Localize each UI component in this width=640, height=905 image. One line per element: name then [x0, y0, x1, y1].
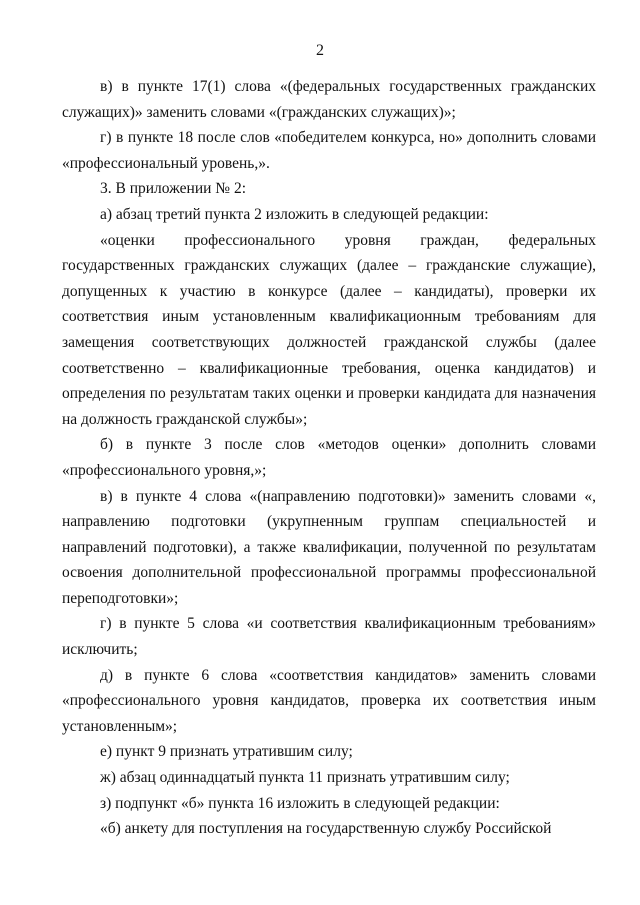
quoted-new-wording: «оценки профессионального уровня граждан, федеральных государственных гражданских служащих (далее – гражданские служащие), допущенных к участию в конкурсе (далее – кандидаты), проверки их соответствия иным установленным квалификационным требованиям для замещения соответствующих должностей гражданской службы (далее соответственно – квалификационные требования, оценка кандидатов) и определения по результатам таких оценки и проверки кандидата для назначения на должность гражданской службы»; [62, 231, 596, 428]
document-body [62, 74, 596, 842]
paragraph-item-zh: ж) абзац одиннадцатый пункта 11 признать утратившим силу; [100, 769, 510, 787]
page-number: 2 [316, 42, 324, 59]
paragraph-item-a: а) абзац третий пункта 2 изложить в следующей редакции: [100, 205, 489, 223]
paragraph-item-b: б) в пункте 3 после слов «методов оценки» дополнить словами «профессионального уровня,»; [62, 436, 596, 479]
quoted-subparagraph-b: «б) анкету для поступления на государственную службу Российской [100, 820, 552, 838]
appendix-2-heading: 3. В приложении № 2: [100, 180, 247, 198]
paragraph-item-z: з) подпункт «б» пункта 16 изложить в следующей редакции: [100, 794, 500, 812]
paragraph-item-d: д) в пункте 6 слова «соответствия кандидатов» заменить словами «профессионального уровня кандидатов, проверка их соответствия иным установленным»; [62, 666, 596, 735]
paragraph-item-e: е) пункт 9 признать утратившим силу; [100, 743, 353, 761]
paragraph-18-amendment: г) в пункте 18 после слов «победителем конкурса, но» дополнить словами «профессиональный уровень,». [62, 129, 596, 172]
paragraph-17-1-amendment: в) в пункте 17(1) слова «(федеральных государственных гражданских служащих)» заменить словами «(гражданских служащих)»; [62, 78, 596, 121]
paragraph-item-g: г) в пункте 5 слова «и соответствия квалификационным требованиям» исключить; [62, 615, 596, 659]
paragraph-item-v: в) в пункте 4 слова «(направлению подготовки)» заменить словами «, направлению подготовки (укрупненным группам специальностей и направлений подготовки), а также квалификации, полученной по результатам освоения дополнительной профессиональной программы профессиональной переподготовки»; [62, 487, 596, 607]
